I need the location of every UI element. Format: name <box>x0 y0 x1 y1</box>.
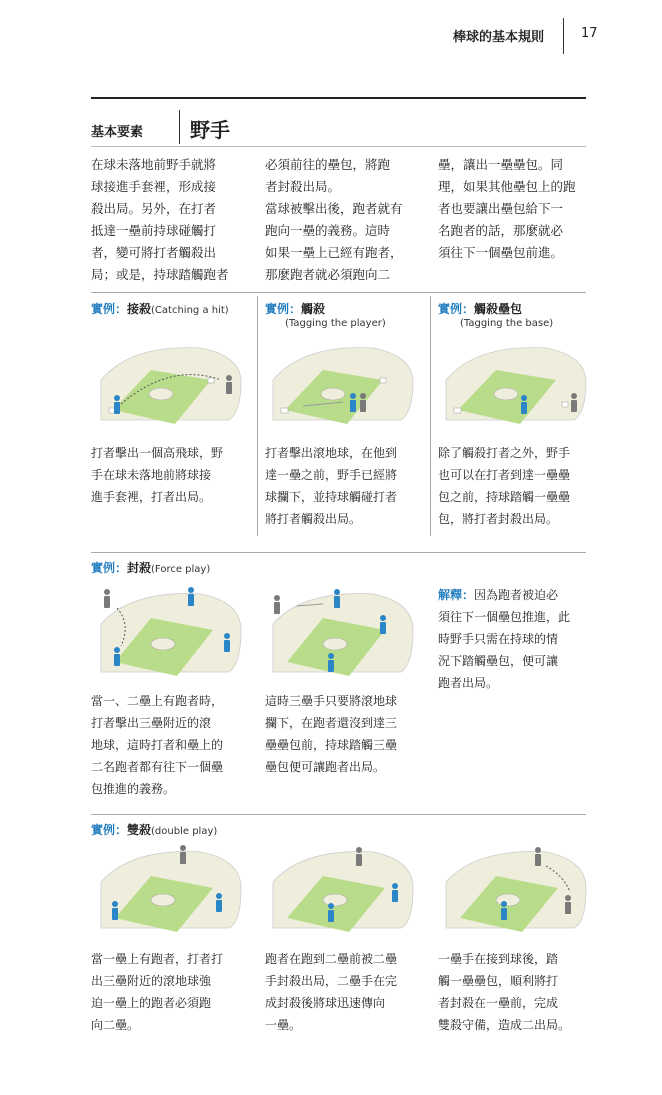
fielder-icon <box>360 393 366 412</box>
text-line: 手封殺出局，二壘手在完 <box>265 974 398 988</box>
row1-divider-2 <box>430 296 431 536</box>
text-line: 當一、二壘上有跑者時， <box>91 694 224 708</box>
text-line: 手在球未落地前將球接 <box>91 468 212 482</box>
text-line: 跑者在跑到二壘前被二壘 <box>265 952 398 966</box>
text-line: 打者擊出滾地球，在他到 <box>265 446 398 460</box>
section-title: 野手 <box>190 118 230 142</box>
text-line: 二名跑者都有往下一個壘 <box>91 760 224 774</box>
text-line: 除了觸殺打者之外，野手 <box>438 446 571 460</box>
section-top-rule <box>91 97 586 99</box>
fielder-icon <box>226 375 232 394</box>
text-line: 這時三壘手只要將滾地球 <box>265 694 398 708</box>
text-line: 須往下一個壘包推進，此 <box>438 610 571 624</box>
text-line: 壘壘包前，持球踏觸三壘 <box>265 738 398 752</box>
caption-force-2 <box>265 690 425 778</box>
text-line: 名跑者的話，那麼就必 <box>438 223 564 238</box>
text-line: 壘包便可讓跑者出局。 <box>265 760 386 774</box>
fielder-icon <box>571 393 577 412</box>
text-line: 者封殺出局。 <box>265 179 341 194</box>
text-line: 當一壘上有跑者，打者打 <box>91 952 224 966</box>
text-line: 抵達一壘前持球碰觸打 <box>91 223 217 238</box>
text-line: 須往下一個壘包前進。 <box>438 245 564 260</box>
text-line: 者也要讓出壘包給下一 <box>438 201 564 216</box>
text-line: 殺出局。另外，在打者 <box>91 201 217 216</box>
text-line: 包，將打者封殺出局。 <box>438 512 559 526</box>
text-line: 因為跑者被迫必 <box>474 588 559 602</box>
text-line: 球攔下，並持球觸碰打者 <box>265 490 398 504</box>
text-line: 必須前往的壘包，將跑 <box>265 157 391 172</box>
text-line: 在球未落地前野手就將 <box>91 157 217 172</box>
text-line: 局；或是，持球踏觸跑者 <box>91 267 229 282</box>
field-diagram-double-2 <box>263 842 423 938</box>
example-label-tag-base: 實例：觸殺壘包 <box>438 302 523 316</box>
caption-tag-player <box>265 442 425 530</box>
field-diagram-double-3 <box>436 842 594 938</box>
double-top-rule <box>91 814 586 815</box>
text-line: 進手套裡，打者出局。 <box>91 490 212 504</box>
row1-top-rule <box>91 292 586 293</box>
text-line: 一壘手在接到球後，踏 <box>438 952 559 966</box>
text-line: 理，如果其他壘包上的跑 <box>438 179 576 194</box>
example-sub-tag-base: (Tagging the base) <box>460 318 554 329</box>
text-line: 觸一壘壘包，順利將打 <box>438 974 559 988</box>
text-line: 當球被擊出後，跑者就有 <box>265 201 403 216</box>
text-line: 跑者出局。 <box>438 676 499 690</box>
text-line: 時野手只需在持球的情 <box>438 632 559 646</box>
text-line: 那麼跑者就必須跑向二 <box>265 267 391 282</box>
text-line: 出三壘附近的滾地球強 <box>91 974 212 988</box>
text-line: 如果一壘上已經有跑者， <box>265 245 403 260</box>
intro-col-2 <box>265 154 425 286</box>
header-divider <box>563 18 564 54</box>
caption-double-1 <box>91 948 251 1036</box>
page-number: 17 <box>581 26 598 41</box>
text-line: 跑向一壘的義務。這時 <box>265 223 391 238</box>
example-label-double: 實例：雙殺(double play) <box>91 823 218 837</box>
text-line: 雙殺守備，造成二出局。 <box>438 1018 571 1032</box>
caption-force-1 <box>91 690 251 800</box>
text-line: 達一壘之前，野手已經將 <box>265 468 398 482</box>
field-diagram-tag-player <box>263 342 423 430</box>
batter-icon <box>114 395 120 414</box>
text-line: 打者擊出三壘附近的滾 <box>91 716 212 730</box>
section-bottom-rule <box>91 146 586 147</box>
runner-icon <box>521 395 527 414</box>
text-line: 一壘。 <box>265 1018 302 1032</box>
text-line: 地球，這時打者和壘上的 <box>91 738 224 752</box>
section-divider <box>179 110 180 144</box>
text-line: 打者擊出一個高飛球，野 <box>91 446 224 460</box>
example-label-force: 實例：封殺(Force play) <box>91 561 211 575</box>
caption-double-2 <box>265 948 425 1036</box>
text-line: 球接進手套裡，形成接 <box>91 179 217 194</box>
text-line: 者，變可將打者觸殺出 <box>91 245 217 260</box>
example-label-catch: 實例：接殺(Catching a hit) <box>91 302 229 316</box>
text-line: 況下踏觸壘包，便可讓 <box>438 654 559 668</box>
text-line: 迫一壘上的跑者必須跑 <box>91 996 212 1010</box>
field-diagram-tag-base <box>436 342 594 430</box>
caption-catch <box>91 442 251 508</box>
text-line: 包推進的義務。 <box>91 782 176 796</box>
text-line: 成封殺後將球迅速傳向 <box>265 996 386 1010</box>
intro-col-3 <box>438 154 598 264</box>
intro-col-1 <box>91 154 251 286</box>
example-sub-tag-player: (Tagging the player) <box>285 318 386 329</box>
text-line: 攔下，在跑者還沒到達三 <box>265 716 398 730</box>
running-title: 棒球的基本規則 <box>453 30 545 45</box>
force-note: 解釋：因為跑者被迫必 須往下一個壘包推進，此 時野手只需在持球的情 況下踏觸壘包，便可讓 跑者出局。 <box>438 588 571 690</box>
row1-divider-1 <box>257 296 258 536</box>
field-diagram-catch <box>91 342 249 430</box>
caption-tag-base <box>438 442 598 530</box>
text-line: 包之前，持球踏觸一壘壘 <box>438 490 571 504</box>
force-top-rule <box>91 552 586 553</box>
field-diagram-double-1 <box>91 842 249 938</box>
caption-double-3 <box>438 948 598 1036</box>
section-label: 基本要素 <box>91 125 144 140</box>
text-line: 向二壘。 <box>91 1018 140 1032</box>
text-line: 也可以在打者到達一壘壘 <box>438 468 571 482</box>
text-line: 將打者觸殺出局。 <box>265 512 362 526</box>
runner-icon <box>350 393 356 412</box>
field-diagram-force-2 <box>263 584 423 682</box>
text-line: 壘，讓出一壘壘包。同 <box>438 157 564 172</box>
field-diagram-force-1 <box>91 584 249 682</box>
example-label-tag-player: 實例：觸殺 <box>265 302 326 316</box>
text-line: 者封殺在一壘前，完成 <box>438 996 559 1010</box>
